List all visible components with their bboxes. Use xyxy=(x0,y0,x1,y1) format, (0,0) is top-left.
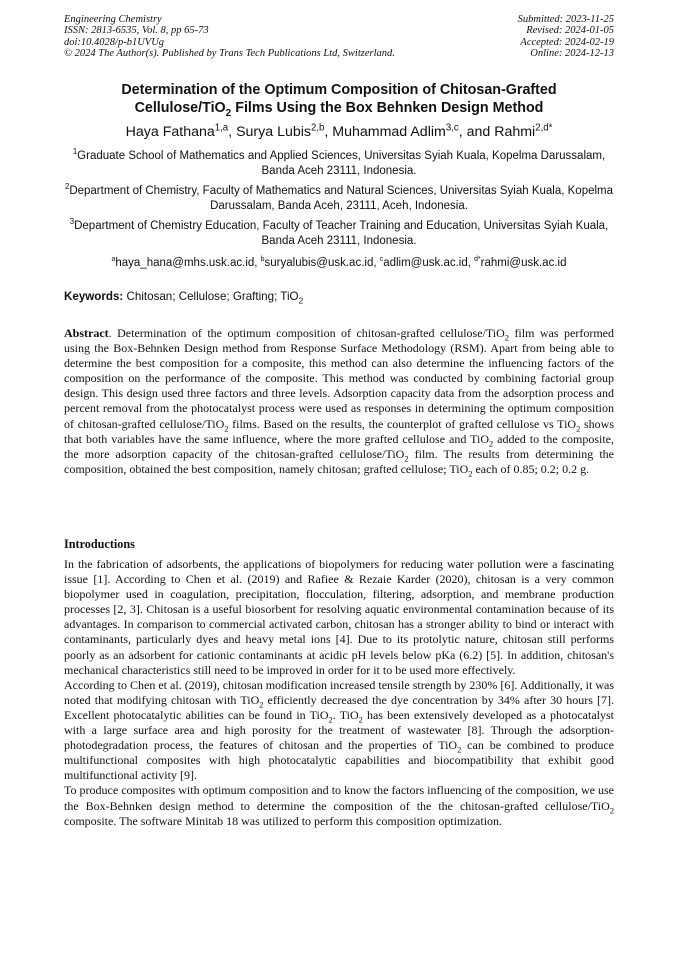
intro-paragraph-2 xyxy=(64,678,614,784)
subscript: 2 xyxy=(298,296,304,306)
intro-paragraph-1: In the fabrication of adsorbents, the applications of biopolymers for reducing water pollution were a fascinating issue [1]. According to Chen et al. (2019) and Rafiee & Rezaie Karder (2020), chitosan is a very common biopolymer used in coagulation, precipitation, flocculation, filtering, adsorption, and membrane production processes [2, 3]. Chitosan is a useful biosorbent for resolving aquatic environmental contamination because of its advantages. In comparison to commercial activated carbon, chitosan has a stronger ability to bind or interact with contaminants, particularly dyes and heavy metal ions [4]. Due to its protolytic nature, chitosan still performs poorly as an adsorbent for cationic contaminants at acidic pH levels below pKa (6.2) [5]. In addition, chitosan's mechanical characteristics still need to be improved in order for it to be used more effectively. xyxy=(64,557,614,677)
author-affiliation-mark: 3,c xyxy=(445,122,459,134)
paragraph-text: can be combined to produce multifunctional composites with high photocatalytic capabilities and biocompatibility that exhibit good multifunctional activity [9]. xyxy=(64,738,615,783)
submission-dates xyxy=(518,14,614,59)
author xyxy=(126,124,236,140)
title-text: Films Using the Box Behnken Design Method xyxy=(231,99,544,116)
subscript: 2 xyxy=(328,715,333,725)
author-name: Rahmi xyxy=(494,124,536,140)
author-affiliation-mark: 1,a xyxy=(214,122,229,134)
subscript: 2 xyxy=(225,107,232,119)
paper-title xyxy=(60,82,618,117)
abstract-text: added to the composite, the more adsorption capacity of the chitosan-grafted cellulose/TiO xyxy=(64,431,614,461)
issn-line: ISSN: 2813-6535, Vol. 8, pp 65-73 xyxy=(64,25,209,37)
accepted-date: Accepted: 2024-02-19 xyxy=(520,36,614,48)
doi-line[interactable]: doi:10.4028/p-b1UVUg xyxy=(64,36,165,48)
keywords-label: Keywords: xyxy=(64,290,124,303)
abstract-text: film was performed using the Box-Behnken Design method from Response Surface Methodology (RSM). Apart from being able to determine the best composition for a composite, this method can also determine the influencing factors of the composition on the performance of the composite. This method was conducted by combining factorial group design. This design used three factors and three levels. Adsorption capacity data from the adsorption process and percent removal from the photocatalyst process were used as responses in determining the optimum composition of chitosan-grafted cellulose/TiO xyxy=(64,326,614,431)
affiliation-text: Department of Chemistry Education, Faculty of Teacher Training and Education, Universitas Syiah Kuala, Banda Aceh 23111, Indonesia. xyxy=(74,220,609,248)
keywords xyxy=(64,290,614,304)
paragraph-text: composite. The software Minitab 18 was utilized to perform this composition optimization. xyxy=(64,813,503,828)
abstract-label: Abstract xyxy=(64,326,109,340)
journal-name: Engineering Chemistry xyxy=(64,14,162,25)
email-mark: b xyxy=(260,256,265,264)
affiliation-mark: 1 xyxy=(72,147,78,157)
submitted-date: Submitted: 2023-11-25 xyxy=(517,14,614,25)
subscript: 2 xyxy=(358,715,363,725)
author-affiliation-mark: 2,b xyxy=(310,122,325,134)
paragraph-text: To produce composites with optimum composition and to know the factors influencing of the composition, we use the Box-Behnken design method to determine the composition of the the chitosan-grafted cellulose/TiO xyxy=(64,783,614,813)
email-mark: a xyxy=(111,256,116,264)
affiliation-text: Graduate School of Mathematics and Applied Sciences, Universitas Syiah Kuala, Kopelma Darussalam, Banda Aceh 23111, Indonesia. xyxy=(77,150,606,178)
email-link[interactable]: suryalubis@usk.ac.id, xyxy=(264,257,380,269)
paragraph-text: efficiently decreased the dye concentration by 34% after 30 hours [7]. Excellent photocatalytic abilities can be found in TiO xyxy=(64,692,615,722)
copyright-line: © 2024 The Author(s). Published by Trans Tech Publications Ltd, Switzerland. xyxy=(64,47,395,59)
abstract-text: shows that both variables have the same influence, where the more grafted cellulose and TiO xyxy=(64,416,614,446)
author-name: Surya Lubis xyxy=(236,124,311,140)
subscript: 2 xyxy=(489,439,494,449)
affiliation-mark: 3 xyxy=(69,217,75,227)
author-name: Muhammad Adlim xyxy=(332,124,446,140)
subscript: 2 xyxy=(504,333,509,343)
intro-paragraph-3 xyxy=(64,783,614,828)
affiliation-2 xyxy=(62,184,616,215)
subscript: 2 xyxy=(457,745,462,755)
subscript: 2 xyxy=(404,454,409,464)
email-link[interactable]: haya_hana@mhs.usk.ac.id, xyxy=(115,257,261,269)
subscript: 2 xyxy=(224,423,229,433)
author xyxy=(494,124,552,140)
paragraph-text: . TiO xyxy=(332,707,359,722)
author xyxy=(332,124,494,140)
title-line-1: Determination of the Optimum Composition of Chitosan-Grafted xyxy=(121,82,557,98)
abstract-text: films. Based on the results, the counterplot of grafted cellulose vs TiO xyxy=(228,416,577,431)
author-affiliation-mark: 2,d* xyxy=(535,122,553,134)
affiliation-1 xyxy=(62,149,616,180)
title-text: Cellulose/TiO xyxy=(134,99,226,116)
author-separator: , and xyxy=(458,124,495,140)
paragraph-text: has been extensively developed as a photocatalyst with a large surface area and high porosity for the treatment of wastewater [8]. Through the adsorption-photodegradation process, the features of chitosan and the properties of TiO xyxy=(64,707,614,753)
author-emails xyxy=(62,256,616,270)
abstract xyxy=(64,326,614,477)
author-separator: , xyxy=(324,124,333,140)
title-line-2 xyxy=(60,100,618,118)
author-list xyxy=(60,123,618,141)
email-mark: d* xyxy=(474,256,481,264)
subscript: 2 xyxy=(576,423,581,433)
author xyxy=(236,124,332,140)
online-date: Online: 2024-12-13 xyxy=(530,47,614,59)
affiliation-text: Department of Chemistry, Faculty of Mathematics and Natural Sciences, Universitas Syiah Kuala, Kopelma Darussalam, Banda Aceh, 23111, Aceh, Indonesia. xyxy=(69,185,614,213)
subscript: 2 xyxy=(609,805,614,815)
abstract-text: film. The results from determining the composition, obtained the best composition, namely chitosan; grafted cellulose; TiO xyxy=(64,446,614,476)
revised-date: Revised: 2024-01-05 xyxy=(526,25,614,37)
subscript: 2 xyxy=(259,700,264,710)
affiliation-3 xyxy=(62,219,616,250)
author-separator: , xyxy=(228,124,237,140)
email-link[interactable]: adlim@usk.ac.id, xyxy=(383,257,475,269)
keywords-text: Chitosan; Cellulose; Grafting; TiO xyxy=(123,290,299,303)
author-name: Haya Fathana xyxy=(125,124,215,140)
affiliation-mark: 2 xyxy=(64,182,70,192)
email-link[interactable]: rahmi@usk.ac.id xyxy=(480,257,567,269)
abstract-text: . Determination of the optimum composition of chitosan-grafted cellulose/TiO xyxy=(108,326,505,340)
subscript: 2 xyxy=(468,469,473,479)
introduction-section xyxy=(64,557,614,829)
journal-info xyxy=(64,14,395,59)
abstract-text: each of 0.85; 0.2; 0.2 g. xyxy=(472,461,590,476)
paragraph-text: According to Chen et al. (2019), chitosan modification increased tensile strength by 230% [6]. Additionally, it was noted that modifying chitosan with TiO xyxy=(64,677,614,707)
email-mark: c xyxy=(379,256,384,264)
section-heading-introduction: Introductions xyxy=(64,537,135,551)
